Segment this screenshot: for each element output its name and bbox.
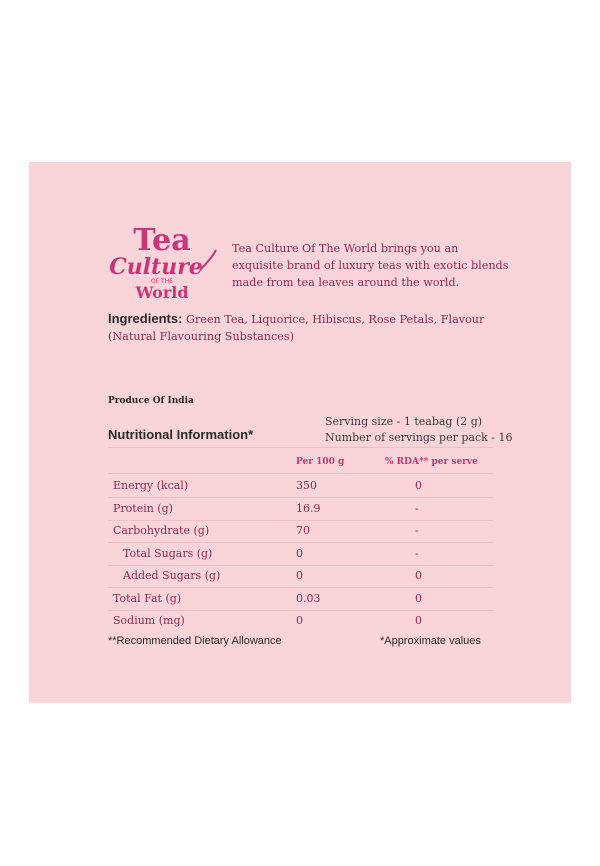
table-row xyxy=(108,543,493,565)
nutrient-per100: 350 xyxy=(296,479,317,492)
brand-intro: Tea Culture Of The World brings you an exquisite brand of luxury teas with exotic blends made from tea leaves around the world. xyxy=(232,242,509,289)
table-row xyxy=(108,610,493,632)
nutrient-per100: 0.03 xyxy=(296,592,321,605)
nutrient-name: Added Sugars (g) xyxy=(123,569,221,582)
nutrient-rda: 0 xyxy=(415,614,422,627)
divider xyxy=(108,447,493,448)
nutrient-per100: 70 xyxy=(296,524,310,537)
nutrition-title: Nutritional Information* xyxy=(108,427,254,442)
col-header-per100: Per 100 g xyxy=(296,457,345,467)
logo-word-tea: Tea xyxy=(133,223,191,258)
footnote-approx: *Approximate values xyxy=(380,635,481,647)
nutrient-name: Carbohydrate (g) xyxy=(113,524,210,537)
brand-logo xyxy=(104,214,220,302)
footnote-rda: **Recommended Dietary Allowance xyxy=(108,635,282,647)
produce-of: Produce Of India xyxy=(108,396,194,406)
nutrient-name: Protein (g) xyxy=(113,502,173,515)
ingredients-block xyxy=(108,310,488,345)
nutrient-per100: 0 xyxy=(296,569,303,582)
nutrient-name: Total Fat (g) xyxy=(113,592,182,605)
divider xyxy=(108,473,493,474)
nutrient-rda: 0 xyxy=(415,479,422,492)
table-row xyxy=(108,588,493,610)
serving-info xyxy=(325,414,515,446)
logo-word-world: World xyxy=(135,283,189,302)
logo-word-of-the: OF THE xyxy=(150,278,174,285)
nutrient-rda: 0 xyxy=(415,569,422,582)
nutrient-name: Sodium (mg) xyxy=(113,614,185,627)
nutrient-rda: - xyxy=(415,524,419,537)
nutrient-per100: 0 xyxy=(296,547,303,560)
table-row xyxy=(108,498,493,520)
ingredients-label: Ingredients: xyxy=(108,311,183,326)
servings-per-pack: Number of servings per pack - 16 xyxy=(325,431,513,444)
col-header-rda: % RDA** per serve xyxy=(385,457,478,467)
table-row xyxy=(108,475,493,497)
nutrient-rda: - xyxy=(415,502,419,515)
nutrient-per100: 16.9 xyxy=(296,502,321,515)
nutrient-name: Energy (kcal) xyxy=(113,479,189,492)
nutrient-name: Total Sugars (g) xyxy=(123,547,213,560)
ingredients-text: Green Tea, Liquorice, Hibiscus, Rose Petals, Flavour (Natural Flavouring Substances) xyxy=(108,313,485,343)
nutrient-rda: - xyxy=(415,547,419,560)
nutrient-per100: 0 xyxy=(296,614,303,627)
nutrient-rda: 0 xyxy=(415,592,422,605)
table-row xyxy=(108,565,493,587)
logo-word-culture: Culture xyxy=(109,254,203,280)
table-row xyxy=(108,520,493,542)
serving-size: Serving size - 1 teabag (2 g) xyxy=(325,415,483,428)
